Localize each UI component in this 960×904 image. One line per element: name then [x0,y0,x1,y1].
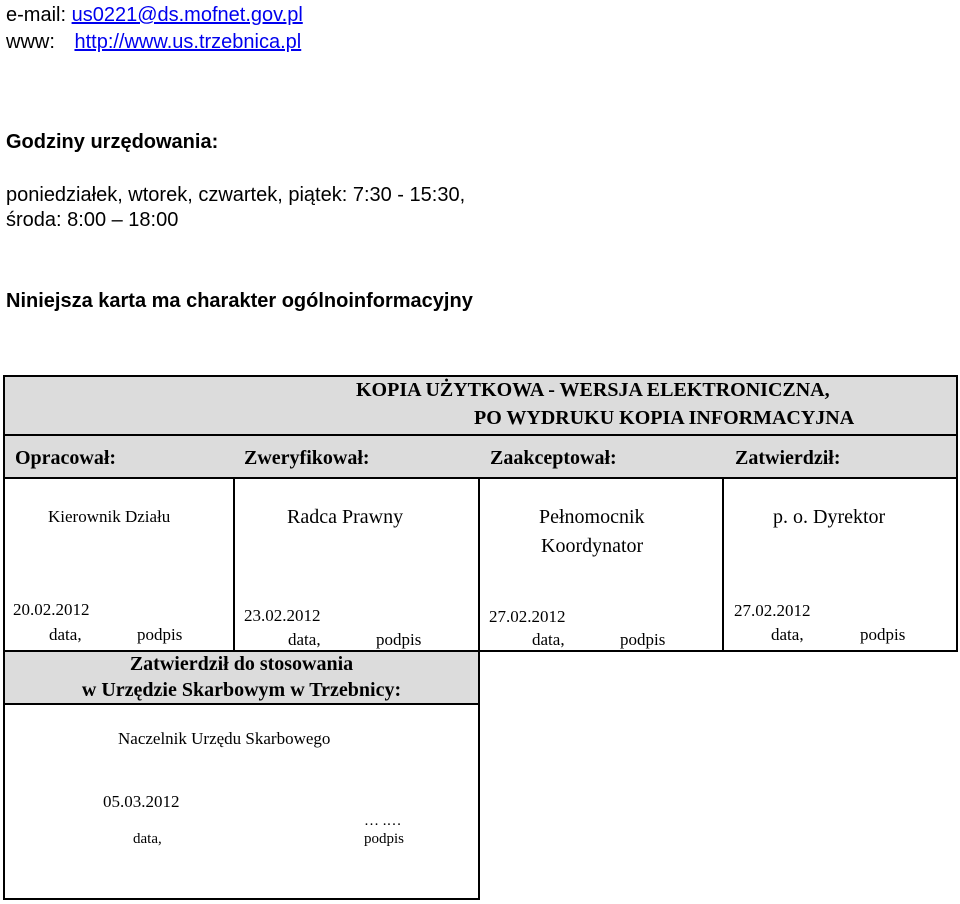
info-note: Niniejsza karta ma charakter ogólnoinformacyjny [6,290,473,312]
data-label-3: data, [532,630,565,649]
www-link[interactable]: http://www.us.trzebnica.pl [74,31,302,53]
podpis-label-4: podpis [860,625,906,644]
final-dots: … .… [364,813,402,829]
final-title-2: w Urzędzie Skarbowym w Trzebnicy: [81,679,402,701]
date-4: 27.02.2012 [734,601,811,620]
body-left-border [3,477,5,652]
data-label-4: data, [771,625,804,644]
header-zweryfikowal: Zweryfikował: [244,447,370,469]
role-koordynator: Koordynator [541,535,644,557]
banner-line-2: PO WYDRUKU KOPIA INFORMACYJNA [474,407,855,429]
header-divider [3,434,958,436]
role-kierownik: Kierownik Działu [48,507,171,526]
final-data-label: data, [133,831,162,847]
banner-line-1: KOPIA UŻYTKOWA - WERSJA ELEKTRONICZNA, [356,379,830,401]
email-line [6,4,303,27]
col-divider-1 [233,477,235,652]
body-bottom-border [478,650,958,652]
hours-title: Godziny urzędowania: [6,131,219,153]
role-pelnomocnik: Pełnomocnik [539,506,645,528]
final-title-1: Zatwierdził do stosowania [129,653,354,675]
email-link[interactable]: us0221@ds.mofnet.gov.pl [71,4,303,26]
body-right-border [956,477,958,652]
data-label-1: data, [49,625,82,644]
www-label: www: [6,31,55,53]
date-3: 27.02.2012 [489,607,566,626]
www-line [6,31,301,54]
col-divider-3 [722,477,724,652]
col-divider-2 [478,477,480,652]
header-zatwierdzil: Zatwierdził: [735,447,841,469]
header-zaakceptowal: Zaakceptował: [490,447,617,469]
hours-line-1: poniedziałek, wtorek, czwartek, piątek: 7:30 - 15:30, [6,184,466,206]
podpis-label-1: podpis [137,625,183,644]
email-label: e-mail: [6,4,67,26]
podpis-label-2: podpis [376,630,422,649]
final-podpis-label: podpis [364,831,405,847]
final-date: 05.03.2012 [103,792,180,811]
final-role: Naczelnik Urzędu Skarbowego [118,729,331,748]
hours-line-2: środa: 8:00 – 18:00 [6,209,179,231]
date-2: 23.02.2012 [244,606,321,625]
role-dyrektor: p. o. Dyrektor [773,506,886,528]
date-1: 20.02.2012 [13,600,90,619]
data-label-2: data, [288,630,321,649]
role-radca: Radca Prawny [287,506,404,528]
podpis-label-3: podpis [620,630,666,649]
header-opracowal: Opracował: [15,447,117,469]
